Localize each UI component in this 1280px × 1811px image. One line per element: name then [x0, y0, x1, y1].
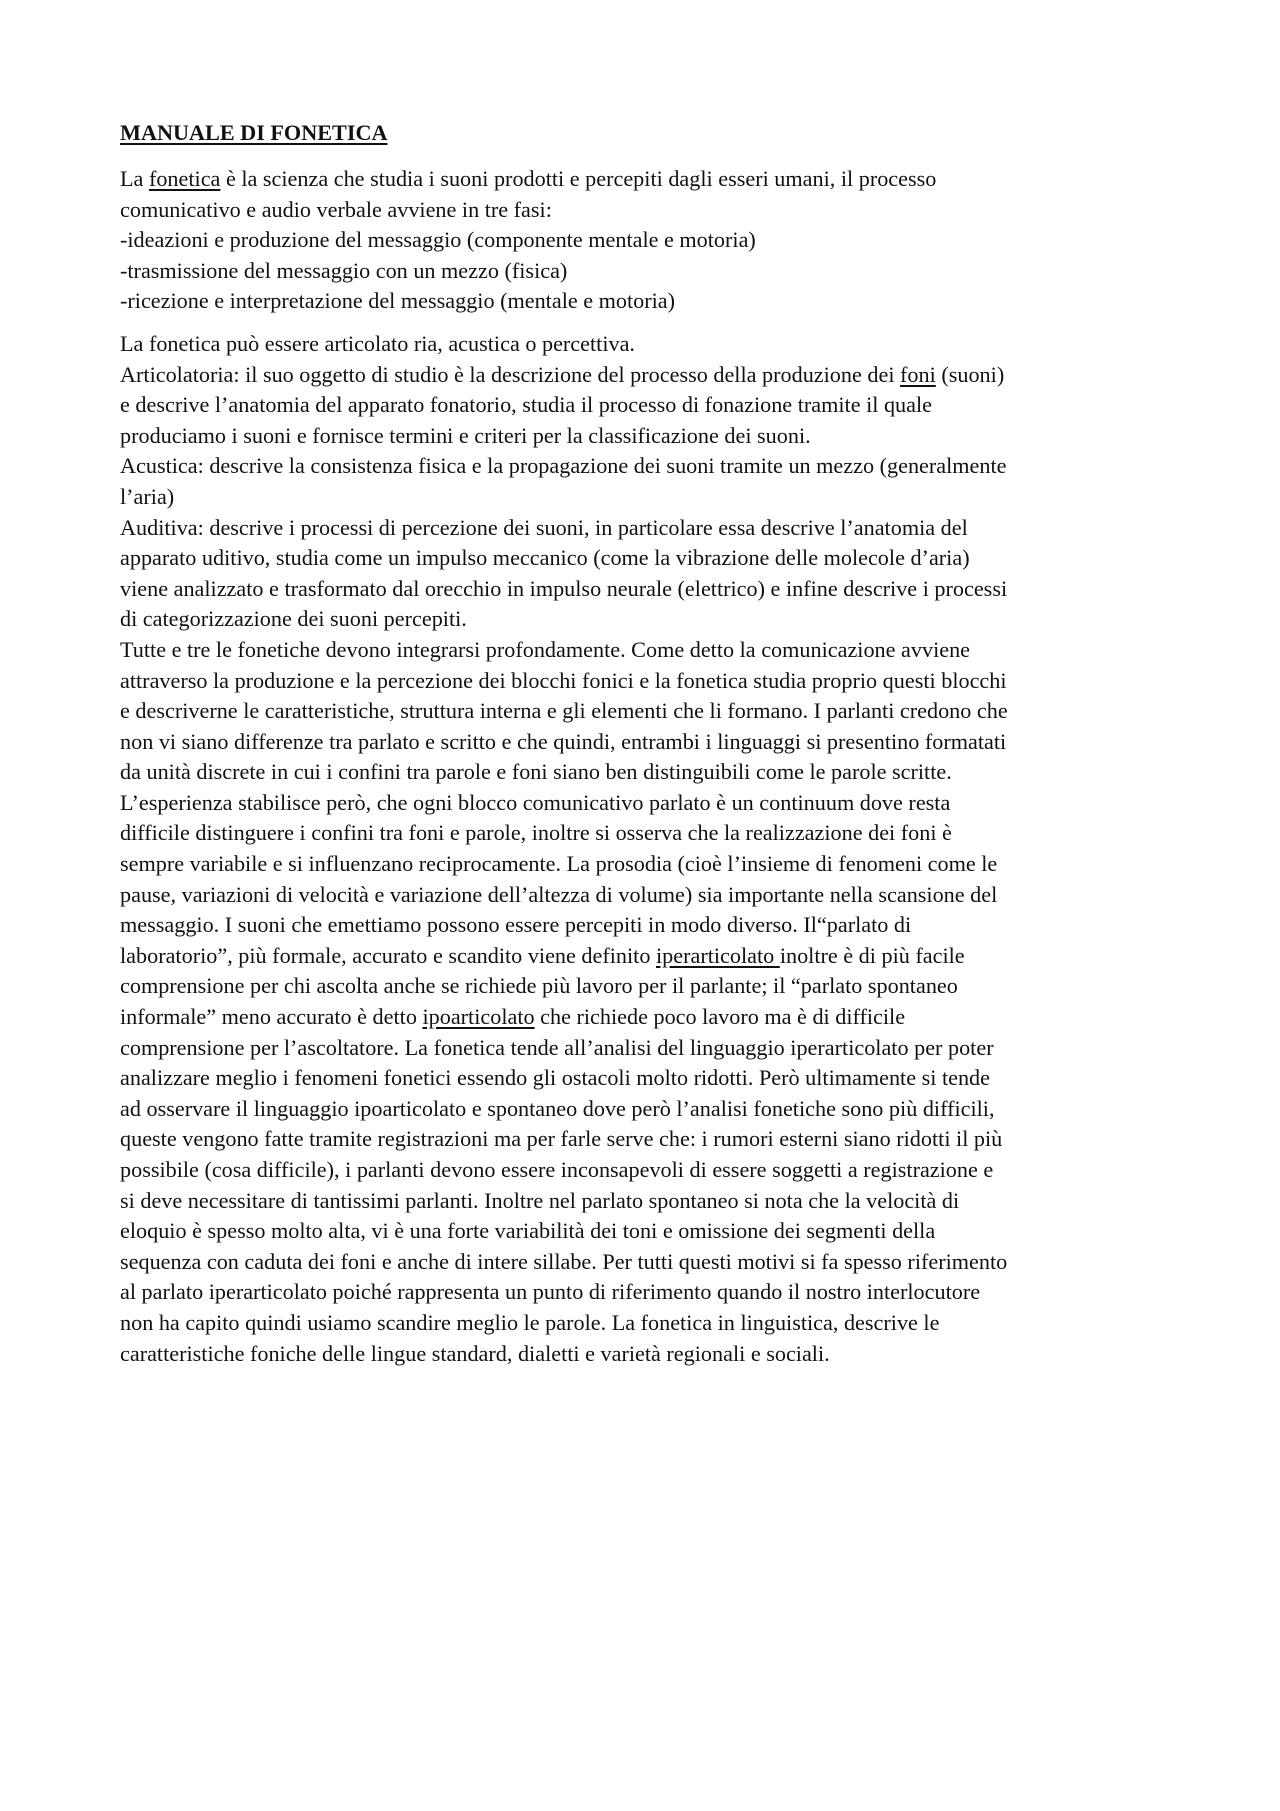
document-title: MANUALE DI FONETICA [120, 120, 388, 145]
body-line: difficile distinguere i confini tra foni e parole, inoltre si osserva che la realizzazione dei foni è [120, 820, 952, 846]
body-line: pause, variazioni di velocità e variazione dell’altezza di volume) sia importante nella scansione del [120, 881, 998, 907]
text-run: (suoni) [935, 361, 1005, 387]
body-line: non ha capito quindi usiamo scandire meglio le parole. La fonetica in linguistica, descrive le [120, 1309, 940, 1335]
phase-item: -ideazioni e produzione del messaggio (componente mentale e motoria) [120, 227, 756, 253]
intro-paragraph [120, 164, 1170, 317]
body-line: attraverso la produzione e la percezione dei blocchi fonici e la fonetica studia proprio questi blocchi [120, 667, 1007, 693]
body-line: di categorizzazione dei suoni percepiti. [120, 606, 467, 632]
body-line: eloquio è spesso molto alta, vi è una forte variabilità dei toni e omissione dei segmenti della [120, 1218, 936, 1244]
term-iperarticolato: iperarticolato [655, 942, 780, 968]
body-line: si deve necessitare di tantissimi parlanti. Inoltre nel parlato spontaneo si nota che la velocità di [120, 1187, 960, 1213]
phase-item: -trasmissione del messaggio con un mezzo (fisica) [120, 257, 568, 283]
body-line [120, 941, 1170, 972]
body-line: produciamo i suoni e fornisce termini e criteri per la classificazione dei suoni. [120, 422, 811, 448]
body-line: messaggio. I suoni che emettiamo possono essere percepiti in modo diverso. Il“parlato di [120, 912, 912, 938]
body-line: ad osservare il linguaggio ipoarticolato e spontaneo dove però l’analisi fonetiche sono più difficili, [120, 1095, 995, 1121]
body-line: non vi siano differenze tra parlato e scritto e che quindi, entrambi i linguaggi si presentino formatati [120, 728, 1007, 754]
intro-line [120, 164, 1170, 195]
body-line [120, 1002, 1170, 1033]
body-line: viene analizzato e trasformato dal orecchio in impulso neurale (elettrico) e infine descrive i processi [120, 575, 1008, 601]
body-line [120, 360, 1170, 391]
body-line: possibile (cosa difficile), i parlanti devono essere inconsapevoli di essere soggetti a registrazione e [120, 1157, 994, 1182]
body-line: al parlato iperarticolato poiché rappresenta un punto di riferimento quando il nostro interlocutore [120, 1279, 981, 1305]
text-run: che richiede poco lavoro ma è di difficile [534, 1004, 906, 1030]
body-line: analizzare meglio i fenomeni fonetici essendo gli ostacoli molto ridotti. Però ultimamente si tende [120, 1065, 991, 1091]
body-line: La fonetica può essere articolato ria, acustica o percettiva. [120, 330, 635, 356]
body-line: comprensione per l’ascoltatore. La fonetica tende all’analisi del linguaggio iperarticolato per poter [120, 1034, 994, 1060]
body-line: e descriverne le caratteristiche, struttura interna e gli elementi che li formano. I parlanti credono che [120, 698, 1008, 724]
body-line: queste vengono fatte tramite registrazioni ma per farle serve che: i rumori esterni siano ridotti il più [120, 1126, 1003, 1152]
phase-item: -ricezione e interpretazione del messaggio (mentale e motoria) [120, 288, 676, 314]
body-line: Auditiva: descrive i processi di percezione dei suoni, in particolare essa descrive l’anatomia del [120, 514, 968, 540]
body-paragraph [120, 329, 1170, 1369]
body-line: sempre variabile e si influenzano reciprocamente. La prosodia (cioè l’insieme di fenomeni come le [120, 851, 998, 877]
body-line: L’esperienza stabilisce però, che ogni blocco comunicativo parlato è un continuum dove resta [120, 789, 951, 815]
text-run: laboratorio”, più formale, accurato e scandito viene definito [120, 942, 656, 968]
text-run: è la scienza che studia i suoni prodotti e percepiti dagli esseri umani, il processo [220, 166, 937, 191]
body-line: comprensione per chi ascolta anche se richiede più lavoro per il parlante; il “parlato spontaneo [120, 973, 958, 999]
term-fonetica: fonetica [148, 166, 221, 191]
body-line: Tutte e tre le fonetiche devono integrarsi profondamente. Come detto la comunicazione avviene [120, 636, 971, 662]
body-line: e descrive l’anatomia del apparato fonatorio, studia il processo di fonazione tramite il quale [120, 392, 933, 418]
body-line: da unità discrete in cui i confini tra parole e foni siano ben distinguibili come le parole scritte. [120, 759, 952, 785]
body-line: sequenza con caduta dei foni e anche di intere sillabe. Per tutti questi motivi si fa spesso riferimento [120, 1248, 1008, 1274]
body-line: Acustica: descrive la consistenza fisica e la propagazione dei suoni tramite un mezzo (generalmente [120, 453, 1007, 479]
document-page [120, 118, 1170, 1369]
body-line: l’aria) [120, 483, 175, 509]
body-line: apparato uditivo, studia come un impulso meccanico (come la vibrazione delle molecole d’aria) [120, 545, 970, 571]
term-foni: foni [900, 361, 936, 387]
text-run: Articolatoria: il suo oggetto di studio è la descrizione del processo della produzione dei [120, 361, 901, 387]
intro-line: comunicativo e audio verbale avviene in tre fasi: [120, 196, 552, 222]
text-run: informale” meno accurato è detto [120, 1004, 423, 1030]
text-run: inoltre è di più facile [779, 942, 965, 968]
text-run: La [120, 166, 149, 191]
body-line: caratteristiche foniche delle lingue standard, dialetti e varietà regionali e sociali. [120, 1340, 830, 1366]
term-ipoarticolato: ipoarticolato [422, 1004, 535, 1030]
